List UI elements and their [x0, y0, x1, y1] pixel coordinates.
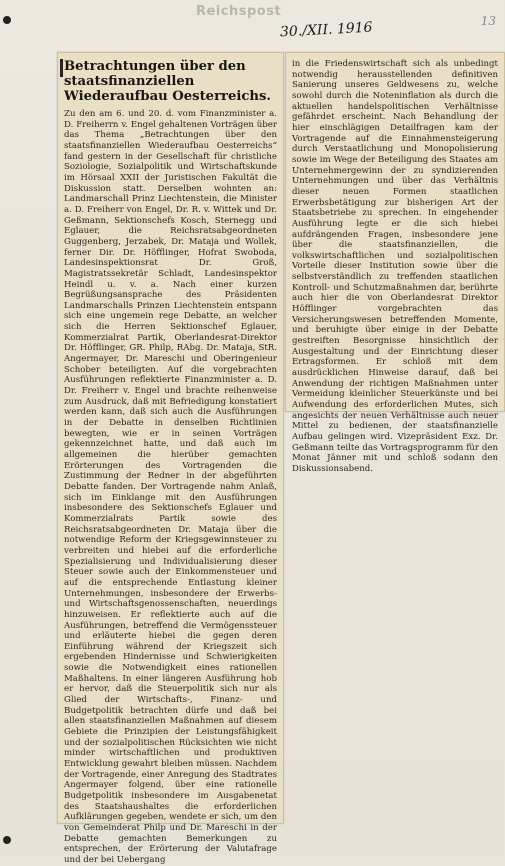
- handwritten-date: 30./XII. 1916: [279, 19, 373, 41]
- clipping-column-left: [57, 52, 284, 865]
- article-text-right: in die Friedenswirtschaft sich als unbedingt notwendig herausstellenden definitiven Sanierung unseres Geldwesens zu, welche sowohl durch die Noteninflation als durch die aktuellen handelspolitischen Verhältnisse gefährdet erscheint. Nach Behandlung der hier einschlägigen Detailfragen kam der Vortragende auf die Einnahmensteigerung durch Verstaatlichung und Monopolisierung sowie im Wege der Beteiligung des Staates am Unternehmergewinn der zu syndizierenden Unternehmungen und über das Verhältnis dieser neuen Formen staatlichen Erwerbsbetätigung zur bisherigen Art der Staatsbetriebe zu sprechen. In eingehender Ausführung legte er die sich hiebei aufdrängenden Fragen, insbesondere jene über die staatsfinanziellen, die volkswirtschaftlichen und sozialpolitischen Vorteile dieser Institution sowie über die selbstverständlich zu treffenden staatlichen Kontroll- und Schutzmaßnahmen dar, berührte auch hier die von Oberlandesrat Direktor Höfflinger vorgebrachten das Versicherungswesen betreffenden Momente, und beruhigte über einige in der Debatte gestreiften Besorgnisse hinsichtlich der Ausgestaltung und der Einrichtung dieser Ertragsformen. Er schloß mit dem ausdrücklichen Hinweise darauf, daß bei Anwendung der richtigen Maßnahmen unter Vermeidung kleinlicher Steuerkünste und bei Aufwendung des erforderlichen Mutes, sich angesichts der neuen Verhältnisse auch neuer Mittel zu bedienen, der staatsfinanzielle Aufbau gelingen wird. Vizepräsident Exz. Dr. Geßmann teilte das Vortragsprogramm für den Monat Jänner mit und schloß sodann den Diskussionsabend.: [292, 59, 498, 474]
- punch-hole: [3, 16, 11, 24]
- handwritten-page-number: 13: [480, 14, 496, 28]
- newspaper-stamp: Reichspost: [196, 4, 282, 19]
- article-title: Betrachtungen über den staatsfinanziellen Wiederaufbau Oesterreichs.: [64, 59, 272, 104]
- clipping-column-right: [285, 52, 505, 474]
- punch-hole: [3, 836, 11, 844]
- article-text-left: Zu den am 6. und 20. d. vom Finanzminister a. D. Freiherrn v. Engel gehaltenen Vorträgen über das Thema „Betrachtungen über den staatsfinanziellen Wiederaufbau Oesterreichs“ fand gestern in der Gesellschaft für christliche Soziologie, Sozialpolitik und Wirtschaftskunde im Hörsaal XXII der Juristischen Fakultät die Diskussion statt. Derselben wohnten an: Landmarschall Prinz Liechtenstein, die Minister a. D. Freiherr von Engel, Dr. R. v. Wittek und Dr. Geßmann, Sektionschefs Kosch, Sternegg und Eglauer, die Reichsratsabgeordneten Guggenberg, Jerzabek, Dr. Mataja und Wollek, ferner Dir. Dr. Höfflinger, Hofrat Swoboda, Landesinspektionsrat Dr. Groß, Magistratssekretär Schladt, Landesinspektor Heindl u. v. a. Nach einer kurzen Begrüßungsansprache des Präsidenten Landmarschalls Prinzen Liechtenstein entspann sich eine ungemein rege Debatte, an welcher sich die Herren Sektionschef Eglauer, Kommerzialrat Partik, Oberlandesrat-Direktor Dr. Höfflinger, GR. Philp, RAbg. Dr. Mataja, StR. Angermayer, Dr. Mareschi und Oberingenieur Schober beteiligten. Auf die vorgebrachten Ausführungen reflektierte Finanzminister a. D. Dr. Freiherr v. Engel und brachte reihenweise zum Ausdruck, daß mit Befriedigung konstatiert werden kann, daß sich auch die Ausführungen in der Debatte in denselben Richtlinien bewegten, wie er in seinen Vorträgen gekennzeichnet hatte, und daß auch im allgemeinen die hierüber gemachten Erörterungen des Vortragenden die Zustimmung der Redner in der abgeführten Debatte fanden. Der Vortragende nahm Anlaß, sich im Einklange mit den Ausführungen insbesondere des Sektionschefs Eglauer und Kommerzialrats Partik sowie des Reichsratsabgeordneten Dr. Mataja über die notwendige Reform der Kriegsgewinnsteuer zu verbreiten und hiebei auf die erforderliche Spezialisierung und Individualisierung dieser Steuer sowie auch der Einkommensteuer und auf die entsprechende Entlastung kleiner Unternehmungen, insbesondere der Erwerbs- und Wirtschaftsgenossenschaften, neuerdings hinzuweisen. Er reflektierte auch auf die Ausführungen, betreffend die Vermögenssteuer und erläuterte hiebei die gegen deren Einführung während der Kriegszeit sich ergebenden Hindernisse und Schwierigkeiten sowie die Notwendigkeit eines rationellen Maßhaltens. In einer längeren Ausführung hob er hervor, daß die Steuerpolitik sich nur als Glied der Wirtschafts-, Finanz- und Budgetpolitik betrachten dürfe und daß bei allen staatsfinanziellen Maßnahmen auf diesem Gebiete die Prinzipien der Leistungsfähigkeit und der sozialpolitischen Rücksichten wie nicht minder wirtschaftlichen und produktiven Entwicklung gewahrt bleiben müssen. Nachdem der Vortragende, einer Anregung des Stadtrates Angermayer folgend, über eine rationelle Budgetpolitik insbesondere im Ausgabenetat des Staatshaushaltes die erforderlichen Aufklärungen gegeben, wendete er sich, um den von Gemeinderat Philp und Dr. Mareschi in der Debatte gemachten Bemerkungen zu entsprechen, der Erörterung der Valutafrage und der bei Uebergang: [64, 109, 277, 865]
- margin-mark: [60, 59, 63, 77]
